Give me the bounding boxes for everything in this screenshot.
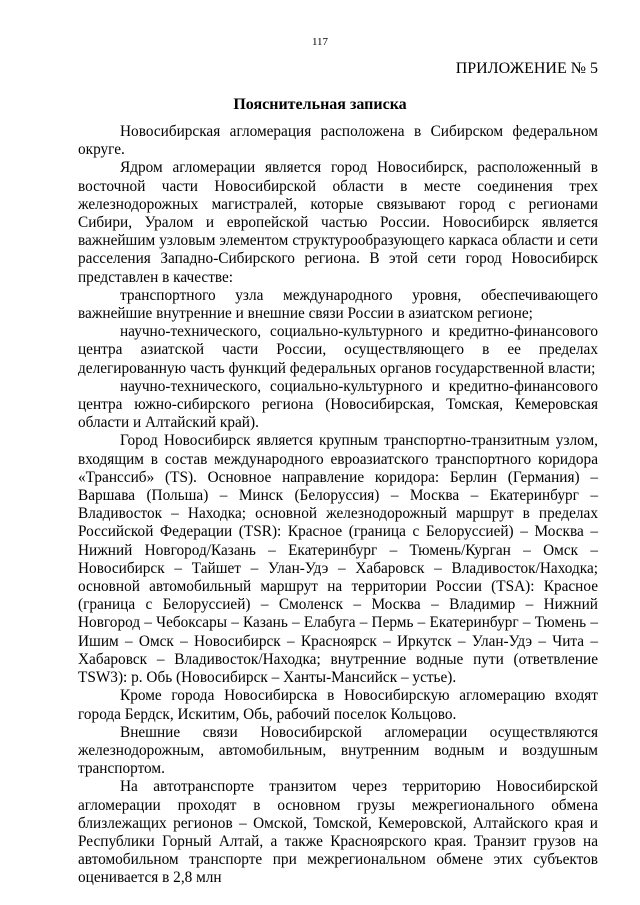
paragraph: транспортного узла международного уровня, обеспечивающего важнейшие внутренние и внешние связи России в азиатском регионе; [78,286,598,323]
paragraph: Ядром агломерации является город Новосибирск, расположенный в восточной части Новосибирской области в месте соединения трех железнодорожных магистралей, которые связывают город с регионами Сибири, Уралом и европейской частью России. Новосибирск является важнейшим узловым элементом структурообразующего каркаса области и сети расселения Западно-Сибирского региона. В этой сети город Новосибирск представлен в качестве: [78,159,598,286]
paragraph: научно-технического, социально-культурного и кредитно-финансового центра южно-сибирского региона (Новосибирская, Томская, Кемеровская области и Алтайский край). [78,377,598,432]
paragraph: На автотранспорте транзитом через территорию Новосибирской агломерации проходят в основном грузы межрегионального обмена близлежащих регионов – Омской, Томской, Кемеровской, Алтайского края и Республики Горный Алтай, а также Красноярского края. Транзит грузов на автомобильном транспорте при межрегиональном обмене этих субъектов оценивается в 2,8 млн [78,778,598,887]
paragraph: Внешние связи Новосибирской агломерации осуществляются железнодорожным, автомобильным, внутренним водным и воздушным транспортом. [78,723,598,778]
paragraph: Город Новосибирск является крупным транспортно-транзитным узлом, входящим в состав международного евроазиатского транспортного коридора «Транссиб» (TS). Основное направление коридора: Берлин (Германия) – Варшава (Польша) – Минск (Белоруссия) – Москва – Екатеринбург – Владивосток – Находка; основной железнодорожный маршрут в пределах Российской Федерации (TSR): Красное (граница с Белоруссией) – Москва – Нижний Новгород/Казань – Екатеринбург – Тюмень/Курган – Омск – Новосибирск – Тайшет – Улан-Удэ – Хабаровск – Владивосток/Находка; основной автомобильный маршрут на территории России (TSA): Красное (граница с Белоруссией) – Смоленск – Москва – Владимир – Нижний Новгород – Чебоксары – Казань – Елабуга – Пермь – Екатеринбург – Тюмень – Ишим – Омск – Новосибирск – Красноярск – Иркутск – Улан-Удэ – Чита – Хабаровск – Владивосток/Находка; внутренние водные пути (ответвление TSW3): р. Обь (Новосибирск – Ханты-Мансийск – устье). [78,432,598,687]
appendix-label: ПРИЛОЖЕНИЕ № 5 [455,60,598,77]
document-body [78,123,598,888]
document-title: Пояснительная записка [233,96,407,113]
page-number: 117 [311,36,329,48]
paragraph: научно-технического, социально-культурного и кредитно-финансового центра азиатской части России, осуществляющего в ее пределах делегированную часть функций федеральных органов государственной власти; [78,323,598,377]
paragraph: Новосибирская агломерация расположена в Сибирском федеральном округе. [78,123,598,159]
paragraph: Кроме города Новосибирска в Новосибирскую агломерацию входят города Бердск, Искитим, Обь, рабочий поселок Кольцово. [78,687,598,723]
